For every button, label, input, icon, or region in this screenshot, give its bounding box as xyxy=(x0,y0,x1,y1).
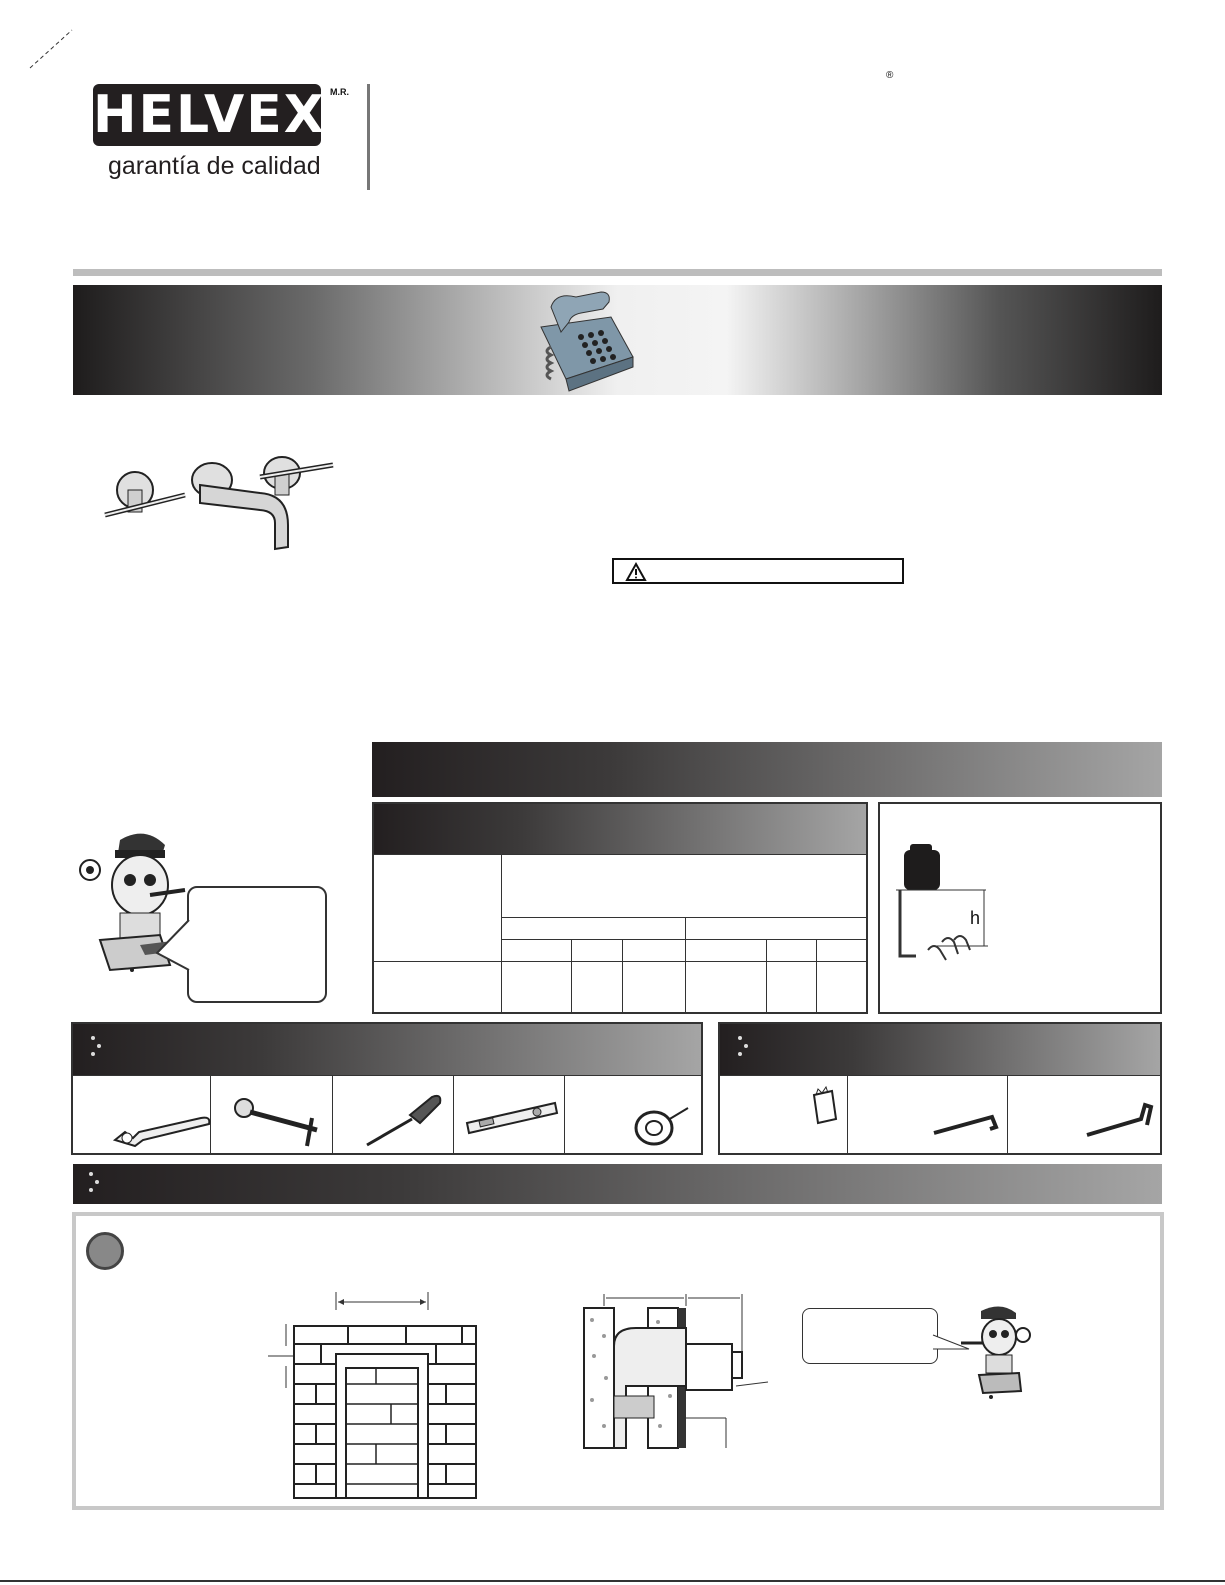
tool-cell-wrench xyxy=(73,1075,211,1153)
tools-section-bar xyxy=(73,1024,701,1075)
valve-section-diagram xyxy=(576,1286,786,1456)
allen-key-icon xyxy=(1085,1101,1155,1141)
faucet-icon xyxy=(100,455,350,565)
tinaco-height-diagram xyxy=(878,802,1162,1014)
height-label: h xyxy=(970,908,981,928)
part-cell-allen-key-2 xyxy=(1007,1075,1160,1153)
telephone-icon xyxy=(511,287,641,395)
header-divider xyxy=(367,84,370,190)
tool-cell-teflon xyxy=(564,1075,701,1153)
specs-section-bar xyxy=(372,742,1162,797)
template-icon xyxy=(810,1087,840,1127)
teflon-tape-icon xyxy=(632,1100,692,1148)
tool-cell-level xyxy=(453,1075,565,1153)
cut-mark xyxy=(30,30,75,70)
tools-panel xyxy=(71,1022,703,1155)
pressure-table-header xyxy=(374,804,866,854)
three-dots-icon xyxy=(736,1036,750,1060)
part-cell-template xyxy=(720,1075,848,1153)
level-icon xyxy=(465,1097,560,1137)
logo-tagline: garantía de calidad xyxy=(108,152,321,180)
header-rule xyxy=(73,269,1162,276)
speech-bubble-tail xyxy=(155,915,195,975)
allen-key-icon xyxy=(932,1105,1002,1137)
water-tank-icon xyxy=(896,842,1016,972)
installation-section-bar xyxy=(73,1164,1162,1204)
screwdriver-icon xyxy=(362,1093,447,1148)
helvex-logo: HELVEX xyxy=(93,85,326,145)
step-circle xyxy=(86,1232,124,1270)
included-parts-panel xyxy=(718,1022,1162,1155)
tool-cell-basin-wrench xyxy=(210,1075,333,1153)
caution-box xyxy=(612,558,904,584)
warning-triangle-icon xyxy=(626,563,646,581)
plumber-mascot-icon xyxy=(961,1301,1041,1401)
basin-wrench-icon xyxy=(232,1090,327,1150)
three-dots-icon xyxy=(89,1036,103,1060)
registered-mark: ® xyxy=(886,70,894,81)
footer-rule xyxy=(0,1580,1225,1582)
adjustable-wrench-icon xyxy=(113,1110,213,1150)
tip-speech-bubble xyxy=(802,1308,938,1364)
tool-cell-screwdriver xyxy=(332,1075,454,1153)
part-cell-allen-key-1 xyxy=(847,1075,1008,1153)
speech-bubble xyxy=(187,886,327,1003)
service-banner xyxy=(73,285,1162,395)
trademark-mark: M.R. xyxy=(330,87,349,97)
pressure-table xyxy=(372,802,868,1014)
included-section-bar xyxy=(720,1024,1160,1075)
installation-step-box xyxy=(72,1212,1164,1510)
three-dots-icon xyxy=(87,1172,101,1196)
brick-wall-diagram xyxy=(266,1276,496,1506)
